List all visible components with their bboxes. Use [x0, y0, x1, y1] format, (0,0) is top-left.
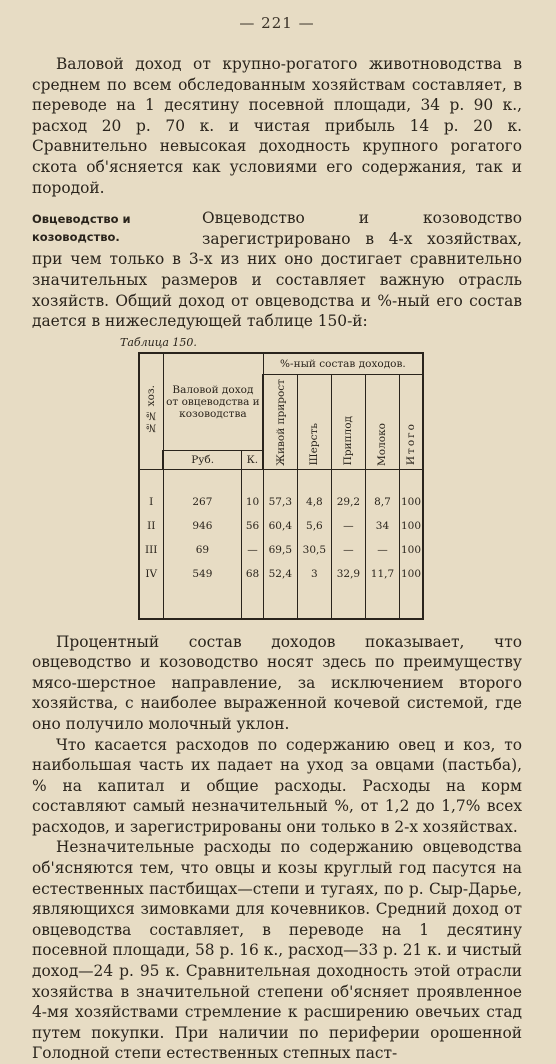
- col-header-total: Итого: [400, 374, 424, 469]
- col-header-milk: Молоко: [365, 374, 399, 469]
- table-caption: Таблица 150.: [120, 335, 197, 349]
- table-row: II 946 56 60,4 5,6 — 34 100: [139, 514, 423, 538]
- paragraph-sheep-intro: Овцеводство и козоводство зарегистрировано в 4-х хозяйствах, при чем только в 3-х из них оно достигает сравнительно значительных размеров и составляет важную отрасль хозяйств. Общий доход от овцеводства и %-ный его состав дается в нижеследующей таблице 150-й:: [32, 209, 522, 331]
- table-150: [138, 352, 424, 620]
- col-header-live-gain: Живой прирост: [263, 374, 297, 469]
- col-header-gross-income: Валовой доход от овцеводства и козоводства: [163, 353, 263, 450]
- col-header-offspring: Приплод: [331, 374, 365, 469]
- col-header-wool: Шерсть: [297, 374, 331, 469]
- page-number: — 221 —: [239, 14, 315, 32]
- col-header-farm-no: №№ хоз.: [139, 353, 163, 469]
- table-row: III 69 — 69,5 30,5 — — 100: [139, 538, 423, 562]
- col-header-kop: К.: [242, 450, 264, 469]
- col-header-share-group: %-ный состав доходов.: [263, 353, 423, 375]
- side-heading: Овцеводство и козоводство.: [32, 212, 131, 245]
- paragraph-income-composition: Процентный состав доходов показывает, что овцеводство и козоводство носят здесь по преимуществу мясо-шерстное направление, за исключением второго хозяйства, с наиболее выраженной кочевой системой, где оно получило молочный уклон.: [32, 632, 522, 733]
- table-row: IV 549 68 52,4 3 32,9 11,7 100: [139, 562, 423, 586]
- paragraph-cattle-income: Валовой доход от крупно-рогатого животноводства в среднем по всем обследованным хозяйствам составляет, в переводе на 1 десятину посевной площади, 34 р. 90 к., расход 20 р. 70 к. и чистая прибыль 14 р. 20 к. Сравнительно невысокая доходность крупного рогатого скота об'ясняется как условиями его содержания, так и породой.: [32, 55, 522, 197]
- section-sheep-goats: [32, 208, 522, 332]
- col-header-rub: Руб.: [163, 450, 242, 469]
- table-row: I 267 10 57,3 4,8 29,2 8,7 100: [139, 490, 423, 514]
- paragraph-expenses: Что касается расходов по содержанию овец и коз, то наибольшая часть их падает на уход за овцами (пастьба), % на капитал и общие расходы. Расходы на корм составляют самый незначительный %, от 1,2 до 1,7% всех расходов, и зарегистрированы они только в 2-х хозяйствах.: [32, 735, 522, 836]
- paragraph-pastures: Незначительные расходы по содержанию овцеводства об'ясняются тем, что овцы и козы круглый год пасутся на естественных пастбищах—степи и тугаях, по р. Сыр-Дарье, являющихся зимовками для кочевников. Средний доход от овцеводства составляет, в переводе на 1 десятину посевной площади, 58 р. 16 к., расход—33 р. 21 к. и чистый доход—24 р. 95 к. Сравнительная доходность этой отрасли хозяйства в значительной степени об'ясняет проявленное 4-мя хозяйствами стремление к расширению овечьих стад путем покупки. При наличии по периферии орошенной Голодной степи естественных степных паст-: [32, 838, 522, 1063]
